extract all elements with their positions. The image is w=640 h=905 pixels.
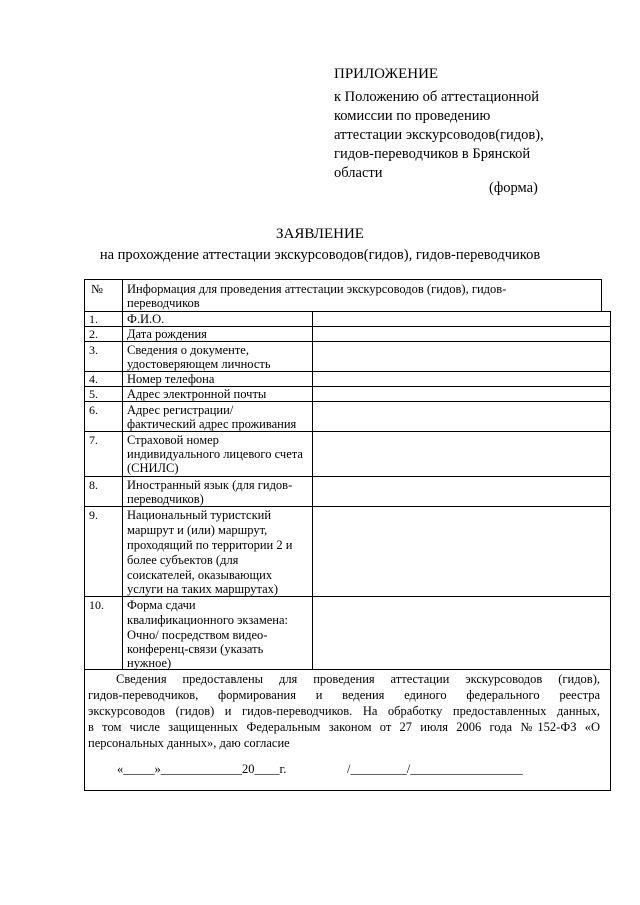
- appendix-title: ПРИЛОЖЕНИЕ: [334, 66, 439, 82]
- document-title: ЗАЯВЛЕНИЕ: [276, 226, 364, 242]
- row-number: 4.: [89, 372, 98, 386]
- form-note: (форма): [489, 180, 538, 196]
- appendix-line-4: гидов-переводчиков в Брянской: [334, 146, 531, 162]
- date-field[interactable]: «_____»_____________20____г.: [117, 762, 287, 776]
- table-rule: [84, 279, 85, 791]
- row-label: Номер телефона: [127, 372, 215, 386]
- appendix-line-1: к Положению об аттестационной: [334, 89, 540, 105]
- row-label: удостоверяющем личность: [127, 357, 271, 371]
- row-label: Адрес регистрации/: [127, 403, 234, 417]
- row-number: 10.: [89, 598, 104, 612]
- row-number: 1.: [89, 312, 98, 326]
- row-label: соискателей, оказывающих: [127, 568, 273, 582]
- appendix-line-2: комиссии по проведению: [334, 108, 491, 124]
- table-header-num: №: [91, 282, 103, 296]
- consent-text: [88, 671, 600, 751]
- appendix-line-3: аттестации экскурсоводов(гидов),: [334, 127, 544, 143]
- row-label: проходящий по территории 2 и: [127, 538, 293, 552]
- row-label: квалификационного экзамена:: [127, 613, 288, 627]
- table-rule: [312, 311, 313, 669]
- row-label: конференц-связи (указать: [127, 642, 264, 656]
- row-number: 9.: [89, 508, 98, 522]
- row-label: переводчиков): [127, 492, 204, 506]
- row-label: индивидуального лицевого счета: [127, 447, 303, 461]
- row-label: (СНИЛС): [127, 461, 179, 475]
- row-number: 5.: [89, 387, 98, 401]
- row-number: 6.: [89, 403, 98, 417]
- row-label: Ф.И.О.: [127, 312, 165, 326]
- signature-field[interactable]: /_________/__________________: [347, 762, 523, 776]
- row-label: Иностранный язык (для гидов-: [127, 478, 293, 492]
- row-label: маршрут и (или) маршрут,: [127, 523, 268, 537]
- consent-line: гидов-переводчиков, формирования и ведения единого федерального реестра: [88, 688, 600, 702]
- consent-line: Сведения предоставлены для проведения аттестации экскурсоводов (гидов),: [116, 672, 600, 686]
- table-rule: [610, 311, 611, 791]
- row-label: Очно/ посредством видео-: [127, 628, 268, 642]
- consent-line: персональных данных», даю согласие: [88, 736, 290, 750]
- row-number: 8.: [89, 478, 98, 492]
- table-header-text: Информация для проведения аттестации экскурсоводов (гидов), гидов-: [127, 282, 507, 296]
- appendix-line-5: области: [334, 165, 383, 181]
- row-label: более субъектов (для: [127, 553, 239, 567]
- row-label: Национальный туристский: [127, 508, 272, 522]
- table-rule: [84, 279, 602, 280]
- consent-line: экскурсоводов (гидов) и гидов-переводчиков. На обработку предоставленных данных,: [88, 704, 600, 718]
- row-number: 2.: [89, 327, 98, 341]
- row-label: Адрес электронной почты: [127, 387, 267, 401]
- row-label: услуги на таких маршрутах): [127, 582, 279, 596]
- row-label: нужное): [127, 656, 172, 670]
- row-label: Форма сдачи: [127, 598, 196, 612]
- table-rule: [601, 279, 602, 311]
- consent-line: в том числе защищенных Федеральным законом от 27 июля 2006 года №152-ФЗ «О: [88, 720, 600, 734]
- table-header-text-2: переводчиков: [127, 296, 200, 310]
- row-label: Страховой номер: [127, 433, 219, 447]
- table-rule: [84, 790, 611, 791]
- row-label: фактический адрес проживания: [127, 417, 297, 431]
- row-label: Сведения о документе,: [127, 343, 249, 357]
- table-rule: [84, 476, 611, 477]
- document-subtitle: на прохождение аттестации экскурсоводов(гидов), гидов-переводчиков: [99, 247, 541, 263]
- row-number: 7.: [89, 433, 98, 447]
- row-label: Дата рождения: [127, 327, 207, 341]
- table-rule: [122, 279, 123, 669]
- row-number: 3.: [89, 343, 98, 357]
